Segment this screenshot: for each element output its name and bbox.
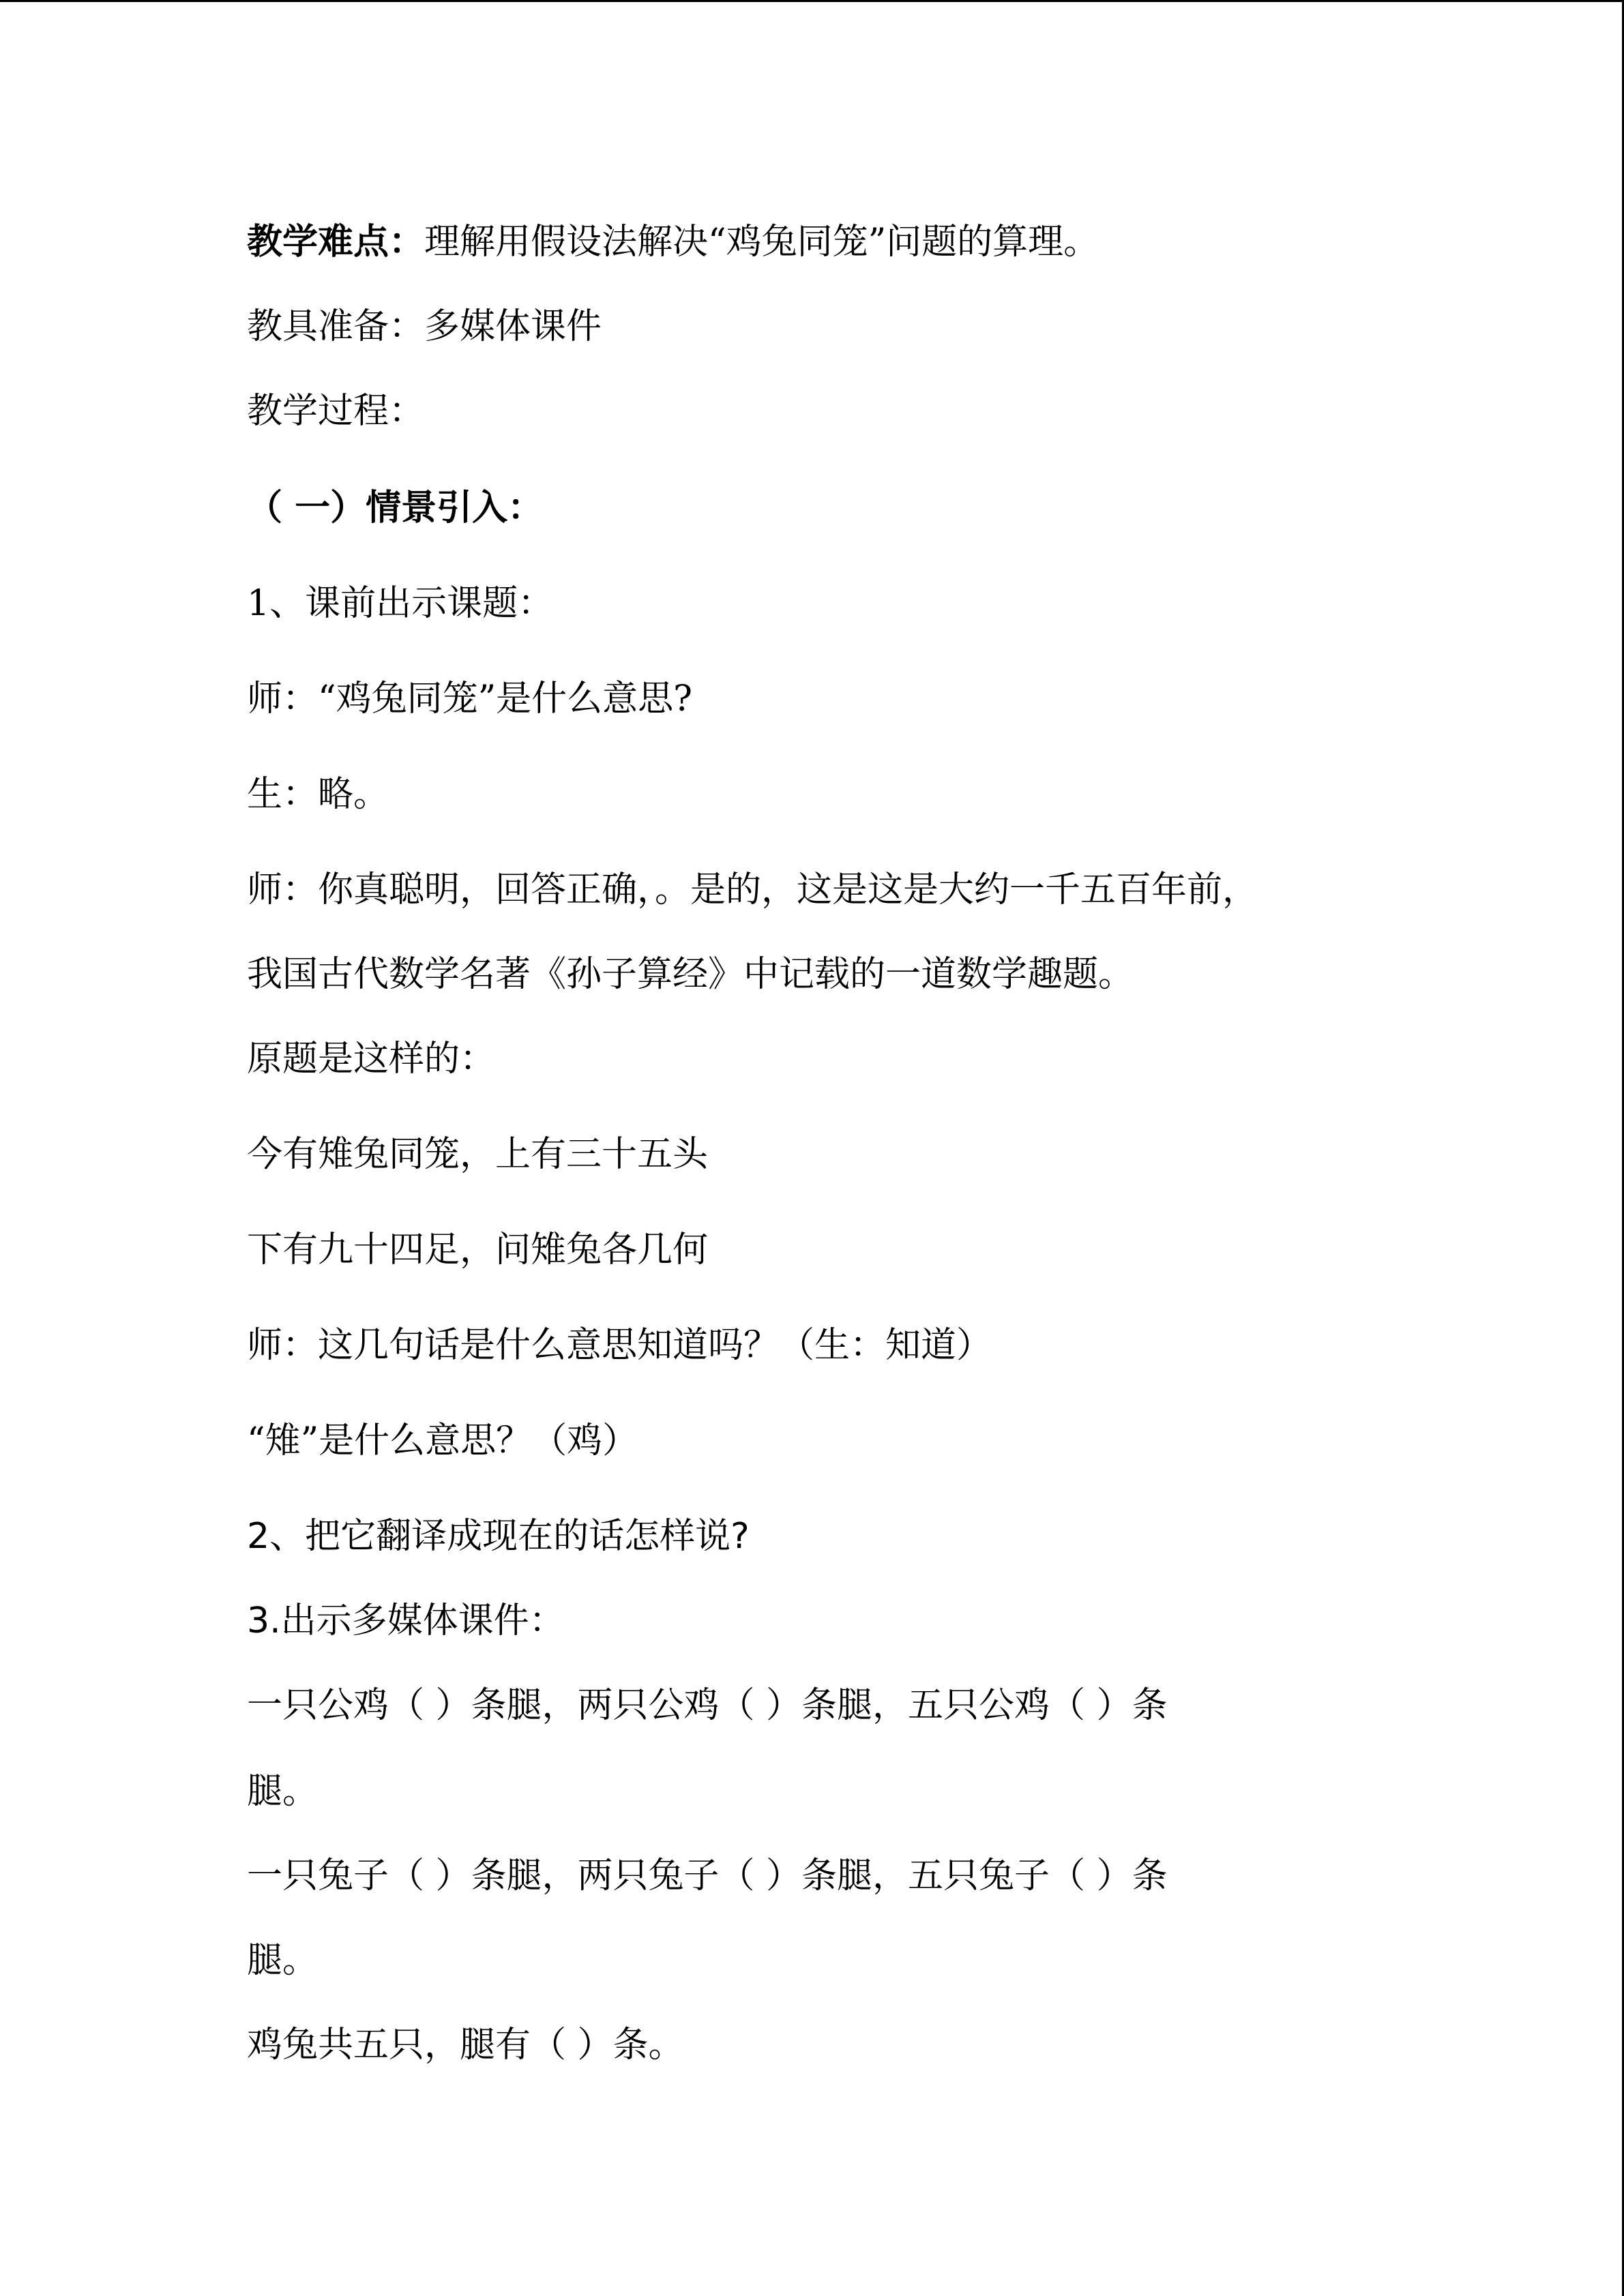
rabbit-legs-line: 一只兔子（ ）条腿，两只兔子（ ）条腿，五只兔子（ ）条 — [247, 1855, 1168, 1896]
rabbit-legs-continuation: 腿。 — [247, 1940, 319, 1981]
history-line: 我国古代数学名著《孙子算经》中记载的一道数学趣题。 — [247, 954, 1134, 995]
total-legs-line: 鸡兔共五只，腿有（ ）条。 — [247, 2025, 684, 2066]
original-problem-intro: 原题是这样的： — [247, 1039, 496, 1079]
step-1-line: 1、课前出示课题： — [247, 583, 554, 624]
step-3-line: 3.出示多媒体课件： — [247, 1600, 565, 1641]
difficulty-line — [247, 222, 1099, 263]
difficulty-label: 教学难点： — [247, 221, 425, 263]
teacher-meaning-question: 师：这几句话是什么意思知道吗？（生：知道） — [247, 1325, 992, 1366]
zhi-meaning-line: “雉”是什么意思？（鸡） — [247, 1420, 638, 1461]
teaching-aids-line: 教具准备：多媒体课件 — [247, 306, 602, 347]
rooster-legs-line: 一只公鸡（ ）条腿，两只公鸡（ ）条腿，五只公鸡（ ）条 — [247, 1685, 1168, 1726]
student-answer-line: 生：略。 — [247, 774, 389, 815]
section-heading: （ 一）情景引入： — [247, 487, 544, 528]
teacher-question-line: 师：“鸡兔同笼”是什么意思? — [247, 679, 693, 719]
rooster-legs-continuation: 腿。 — [247, 1771, 319, 1812]
teaching-process-line: 教学过程： — [247, 391, 425, 432]
teacher-praise-line: 师：你真聪明，回答正确，。是的，这是这是大约一千五百年前， — [247, 869, 1258, 910]
step-2-line: 2、把它翻译成现在的话怎样说? — [247, 1516, 750, 1557]
difficulty-text: 理解用假设法解决“鸡兔同笼”问题的算理。 — [424, 222, 1099, 263]
original-problem-line-2: 下有九十四足，问雉兔各几何 — [247, 1229, 709, 1270]
original-problem-line-1: 今有雉兔同笼，上有三十五头 — [247, 1134, 709, 1175]
